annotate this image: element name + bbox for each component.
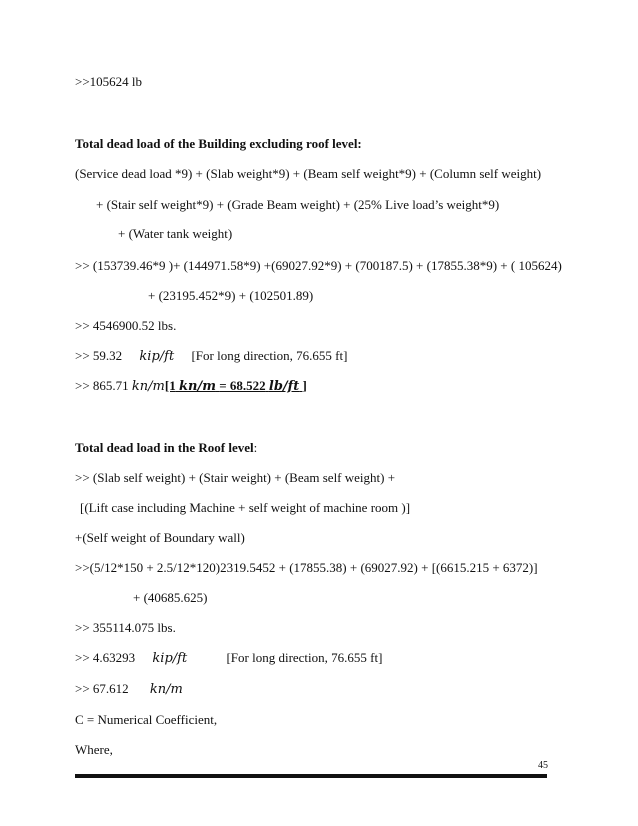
text-line: [75, 681, 183, 698]
note: [For long direction, 76.655 ft]: [191, 348, 348, 363]
text-line: +(Self weight of Boundary wall): [75, 530, 245, 545]
unit: kip/ft: [152, 651, 188, 666]
text-line: >> 355114.075 lbs.: [75, 620, 176, 635]
footer-rule: [75, 774, 547, 778]
text-line: >> (153739.46*9 )+ (144971.58*9) +(69027.92*9) + (700187.5) + (17855.38*9) + ( 105624): [75, 258, 562, 273]
text-line: [75, 348, 347, 365]
value: >> 67.612: [75, 681, 129, 696]
text-line: + (Water tank weight): [118, 226, 233, 241]
text-line: >>(5/12*150 + 2.5/12*120)2319.5452 + (17855.38) + (69027.92) + [(6615.215 + 6372)]: [75, 560, 538, 575]
text-line: + (Stair self weight*9) + (Grade Beam weight) + (25% Live load’s weight*9): [96, 197, 500, 212]
value: >> 59.32: [75, 348, 123, 363]
note: [For long direction, 76.655 ft]: [226, 650, 383, 665]
text-line: >>105624 lb: [75, 74, 143, 89]
unit: kn/m: [131, 379, 165, 394]
text-line: (Service dead load *9) + (Slab weight*9) + (Beam self weight*9) + (Column self weight): [75, 166, 542, 181]
text-line: [75, 650, 382, 667]
unit: kn/m: [149, 682, 183, 697]
value: >> 865.71: [75, 378, 129, 393]
unit: kip/ft: [139, 349, 175, 364]
text-line: >> (Slab self weight) + (Stair weight) + (Beam self weight) +: [75, 470, 396, 485]
conversion-note: [1 kn/m = 68.522 lb/ft ]: [164, 378, 307, 394]
text-line: C = Numerical Coefficient,: [75, 712, 218, 727]
text-line: + (40685.625): [133, 590, 208, 605]
page-number: 45: [538, 760, 548, 771]
text-line: [(Lift case including Machine + self weight of machine room )]: [80, 500, 411, 515]
text-line: >> 4546900.52 lbs.: [75, 318, 177, 333]
section-heading: Total dead load in the Roof level:: [75, 440, 258, 455]
text-line: [75, 378, 307, 395]
section-heading: Total dead load of the Building excluding roof level:: [75, 136, 362, 151]
value: >> 4.63293: [75, 650, 136, 665]
text-line: + (23195.452*9) + (102501.89): [148, 288, 314, 303]
text-line: Where,: [75, 742, 113, 757]
